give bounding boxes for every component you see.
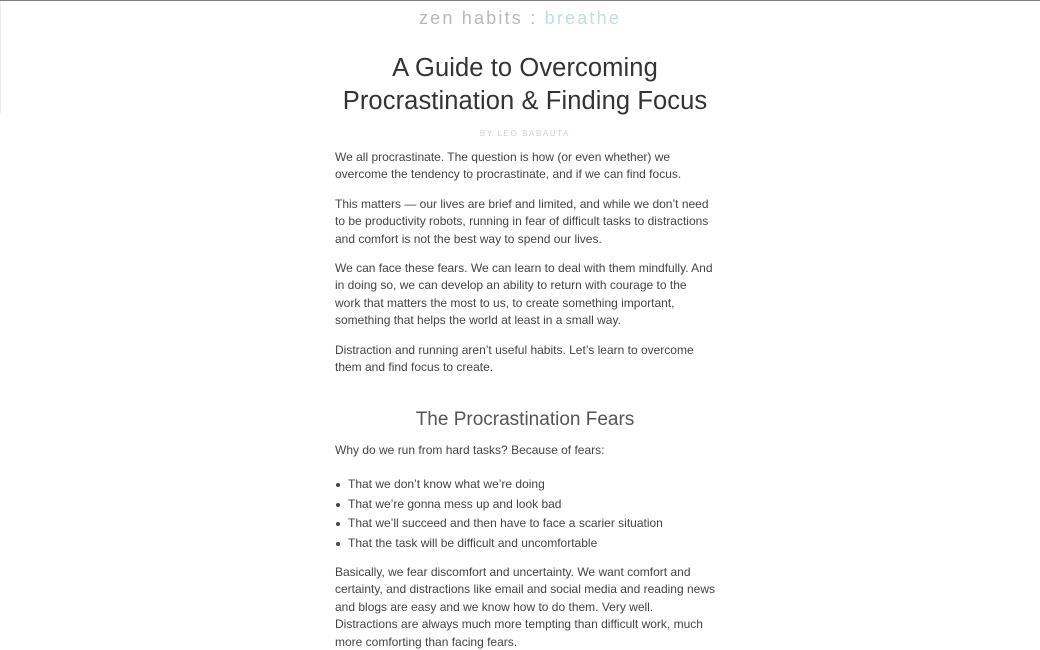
- list-item: [335, 475, 715, 495]
- list-item-text: That we’ll succeed and then have to face a scarier situation: [348, 516, 663, 531]
- list-item: [335, 534, 715, 554]
- site-brand-link[interactable]: zen habits: [418, 8, 523, 28]
- article-byline: BY LEO BABAUTA: [479, 129, 571, 138]
- section-lead-paragraph: Why do we run from hard tasks? Because of fears:: [335, 443, 605, 458]
- article-title: A Guide to Overcoming Procrastination & Finding Focus: [342, 54, 708, 115]
- fears-list: [335, 475, 715, 554]
- list-item-text: That we’re gonna mess up and look bad: [348, 496, 562, 511]
- bullet-icon: [336, 483, 340, 487]
- article: [335, 52, 715, 650]
- article-paragraph: Distraction and running aren’t useful habits. Let’s learn to overcome them and find focus to create.: [335, 342, 694, 375]
- site-tagline: breathe: [544, 8, 622, 28]
- bullet-icon: [336, 542, 340, 546]
- article-paragraph: This matters — our lives are brief and limited, and while we don’t need to be productivity robots, running in fear of difficult tasks to distractions and comfort is not the best way to spend our lives.: [335, 196, 709, 246]
- article-paragraph: We can face these fears. We can learn to deal with them mindfully. And in doing so, we can develop an ability to return with courage to the work that matters the most to us, to create something important, something that helps the world at least in a small way.: [335, 261, 713, 328]
- article-paragraph: Basically, we fear discomfort and uncertainty. We want comfort and certainty, and distractions like email and social media and reading news and blogs are easy and we know how to do them. Very well. Distractions are always much more tempting than difficult work, much more comforting than facing fears.: [335, 565, 715, 649]
- article-paragraph: We all procrastinate. The question is how (or even whether) we overcome the tendency to procrastinate, and if we can find focus.: [335, 150, 682, 182]
- list-item: [335, 495, 715, 515]
- list-item-text: That the task will be difficult and uncomfortable: [348, 536, 598, 551]
- section-heading: The Procrastination Fears: [415, 409, 635, 431]
- window-top-border: [0, 0, 1040, 1]
- bullet-icon: [336, 522, 340, 526]
- bullet-icon: [336, 503, 340, 507]
- brand-separator: :: [530, 8, 538, 28]
- list-item-text: That we don’t know what we’re doing: [348, 476, 545, 491]
- list-item: [335, 514, 715, 534]
- site-header: [0, 7, 1040, 29]
